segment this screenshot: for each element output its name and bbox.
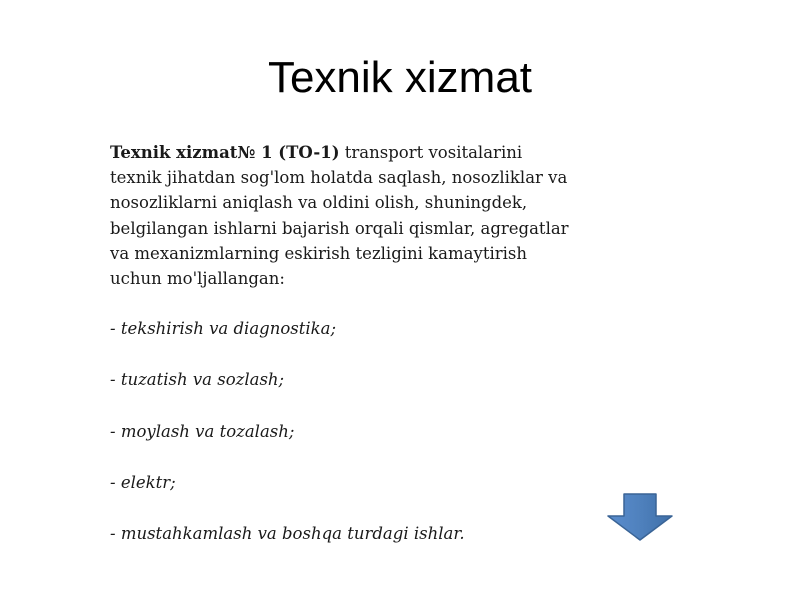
list-item: - moylash va tozalash; — [110, 421, 295, 441]
intro-line: va mexanizmlarning eskirish tezligini kamaytirish — [110, 243, 527, 263]
intro-line: transport vositalarini — [339, 143, 523, 162]
intro-line: texnik jihatdan sog'lom holatda saqlash, nosozliklar va — [110, 168, 568, 188]
list-item: - tekshirish va diagnostika; — [110, 319, 337, 339]
intro-bold-lead: Texnik xizmat№ 1 (TO-1) — [110, 143, 340, 162]
list-item: - mustahkamlash va boshqa turdagi ishlar. — [110, 524, 465, 544]
slide-content — [110, 140, 730, 544]
intro-line: uchun mo'ljallangan: — [110, 269, 285, 289]
intro-line: belgilangan ishlarni bajarish orqali qismlar, agregatlar — [110, 218, 569, 238]
list-item: - elektr; — [110, 472, 176, 492]
list-item: - tuzatish va sozlash; — [110, 370, 285, 390]
slide-title: Texnik xizmat — [267, 53, 533, 102]
arrow-down-icon[interactable] — [606, 492, 674, 542]
intro-line: nosozliklarni aniqlash va oldini olish, shuningdek, — [110, 193, 528, 213]
intro-paragraph — [110, 140, 730, 291]
